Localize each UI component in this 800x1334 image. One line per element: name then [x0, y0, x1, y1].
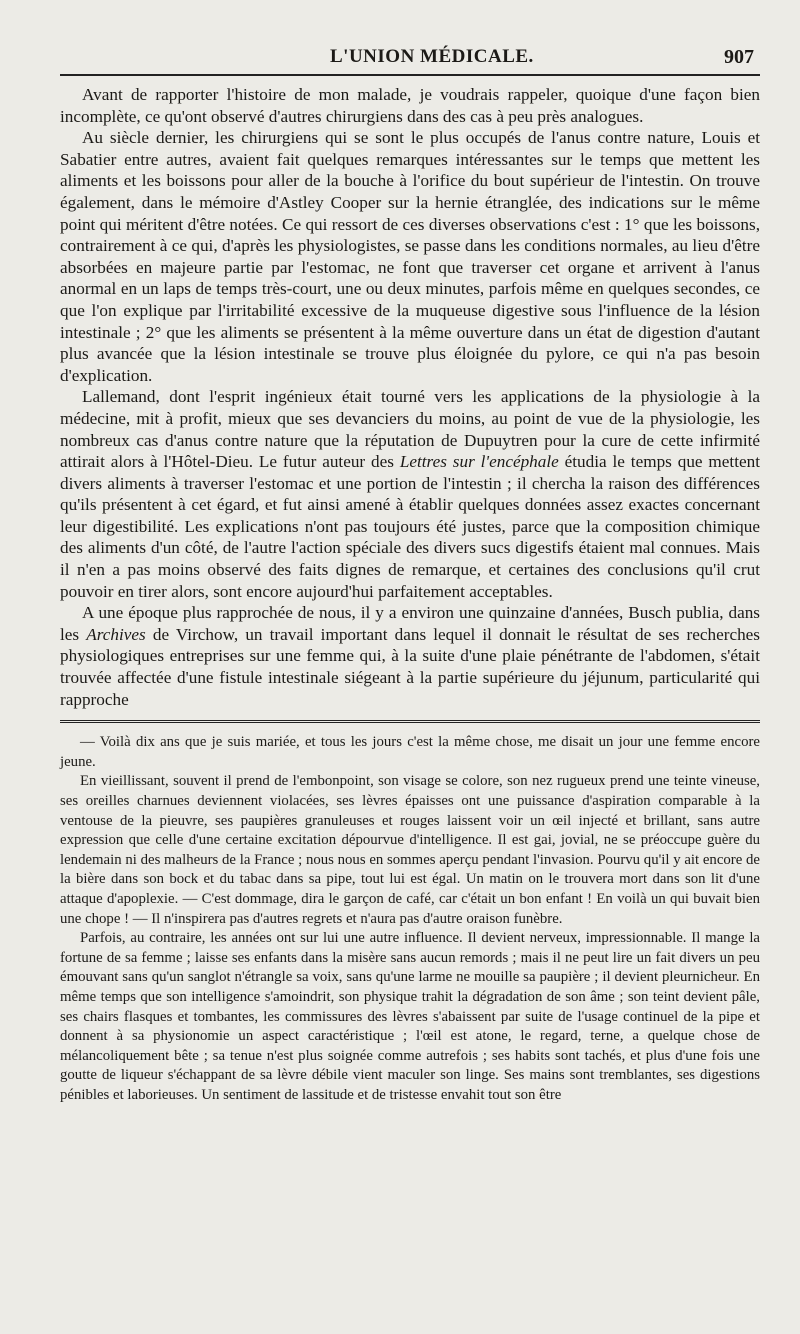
- article-paragraph-4-start: A une époque plus rapprochée de nous, il y a environ une quinzaine d'années, Busch publia, dans les: [60, 603, 760, 644]
- feuilleton-separator: [60, 720, 760, 723]
- page-number: 907: [724, 46, 754, 68]
- page-header: [60, 40, 760, 74]
- journal-title-archives: Archives: [86, 624, 146, 644]
- header-rule: [60, 74, 760, 76]
- feuilleton-paragraph-3: Parfois, au contraire, les années ont sur lui une autre influence. Il devient nerveux, impressionnable. Il mange la fortune de sa femme ; laisse ses enfants dans la misère sans aucun remords ; mais il ne peut lire un fait divers un peu émouvant sans qu'un sanglot n'étrangle sa voix, sans qu'une larme ne mouille sa paupière ; il devient pleurnicheur. En même temps que son intelligence s'amoindrit, son physique trahit la dégradation de son âme ; son teint devient pâle, ses chairs flasques et tombantes, les commissures des lèvres s'abaissent par suite de l'usage continuel de la pipe et donnent à sa physionomie un aspect caractéristique ; l'œil est atone, le regard, terne, a quelque chose de mélancoliquement bête ; sa tenue n'est plus soignée comme autrefois ; ses habits sont tachés, et plus d'une fois une goutte de liqueur s'échappant de sa lèvre débile vient maculer son linge. Ses mains sont tremblantes, ses digestions pénibles et laborieuses. Un sentiment de lassitude et de tristesse envahit tout son être: [60, 930, 760, 1103]
- article-paragraph-4: [60, 602, 760, 710]
- feuilleton-paragraph-2: En vieillissant, souvent il prend de l'embonpoint, son visage se colore, son nez rugueux prend une teinte vineuse, ses oreilles charnues deviennent violacées, ses lèvres épaisses ont une puissance d'aspiration comparable à la ventouse de la pieuvre, ses paupières granuleuses et rouges laissent voir un œil injecté et brillant, sans autre expression que celle d'une certaine excitation dépourvue d'intelligence. Il est gai, jovial, ne se préoccupe guère du lendemain ni des malheurs de la France ; nous nous en sommes aperçu pendant l'invasion. Pourvu qu'il y ait encore de la bière dans son bock et du tabac dans sa pipe, tout lui est égal. Un matin on le trouvera mort dans son lit d'une attaque d'apoplexie. — C'est dommage, dira le garçon de café, car c'était un bon enfant ! En voilà un qui buvait bien une chope ! — Il n'inspirera pas d'autres regrets et n'aura pas d'autre oraison funèbre.: [60, 773, 760, 927]
- article-paragraph-2: Au siècle dernier, les chirurgiens qui se sont le plus occupés de l'anus contre nature, Louis et Sabatier entre autres, avaient fait quelques remarques intéressantes sur le temps que mettent les aliments et les boissons pour aller de la bouche à l'orifice du bout supérieur de l'intestin. On trouve également, dans le mémoire d'Astley Cooper sur la hernie étranglée, des indications sur le même point qui méritent d'être notées. Ce qui ressort de ces diverses observations c'est : 1° que les boissons, contrairement à ce qui, d'après les physiologistes, se passe dans les conditions normales, au lieu d'être absorbées en majeure partie par l'estomac, ne font que traverser cet organe et arrivent à l'anus anormal en un laps de temps très-court, une ou deux minutes, parfois même en quelques secondes, ce que l'on explique par l'irritabilité excessive de la muqueuse digestive sous l'influence de la lésion intestinale ; 2° que les aliments se présentent à la même ouverture dans un état de digestion d'autant plus avancée que la lésion intestinale se trouve plus éloignée du pylore, ce qui n'a pas besoin d'explication.: [60, 128, 760, 385]
- article-paragraph-3: [60, 386, 760, 602]
- article-paragraph-1: Avant de rapporter l'histoire de mon malade, je voudrais rappeler, quoique d'une façon bien incomplète, ce qu'ont observé d'autres chirurgiens dans des cas à peu près analogues.: [60, 85, 760, 126]
- book-title-lettres-sur-l-encephale: Lettres sur l'encéphale: [399, 452, 559, 472]
- article-paragraph-3-end: étudia le temps que mettent divers aliments à traverser l'estomac et une portion de l'intestin ; il chercha la raison des différences qu'ils présentent à cet égard, et fut ainsi amené à établir quelques données assez exactes concernant leur digestibilité. Les explications n'ont pas toujours été justes, parce que la composition chimique des aliments d'un côté, de l'autre l'action spéciale des divers sucs digestifs étaient mal connues. Mais il n'en a pas moins observé des faits dignes de remarque, et certaines des conclusions qu'il crut pouvoir en tirer alors, sont encore aujourd'hui parfaitement acceptables.: [60, 452, 760, 601]
- feuilleton-body: [60, 733, 760, 1105]
- feuilleton-paragraph-1: — Voilà dix ans que je suis mariée, et tous les jours c'est la même chose, me disait un jour une femme encore jeune.: [60, 734, 760, 770]
- journal-title: L'UNION MÉDICALE.: [330, 46, 534, 67]
- article-body: [60, 84, 760, 710]
- article-paragraph-4-end: de Virchow, un travail important dans lequel il donnait le résultat de ses recherches physiologiques entreprises sur une femme qui, à la suite d'une plaie pénétrante de l'abdomen, s'était trouvée affectée d'une fistule intestinale siégeant à la partie supérieure du jéjunum, particularité qui rapproche: [60, 624, 760, 709]
- article-paragraph-3-start: Lallemand, dont l'esprit ingénieux était tourné vers les applications de la physiologie à la médecine, mit à profit, mieux que ses devanciers du moins, au point de vue de la physiologie, les nombreux cas d'anus contre nature que la réputation de Dupuytren pour la cure de cette infirmité attirait alors à l'Hôtel-Dieu. Le futur auteur des: [60, 387, 760, 472]
